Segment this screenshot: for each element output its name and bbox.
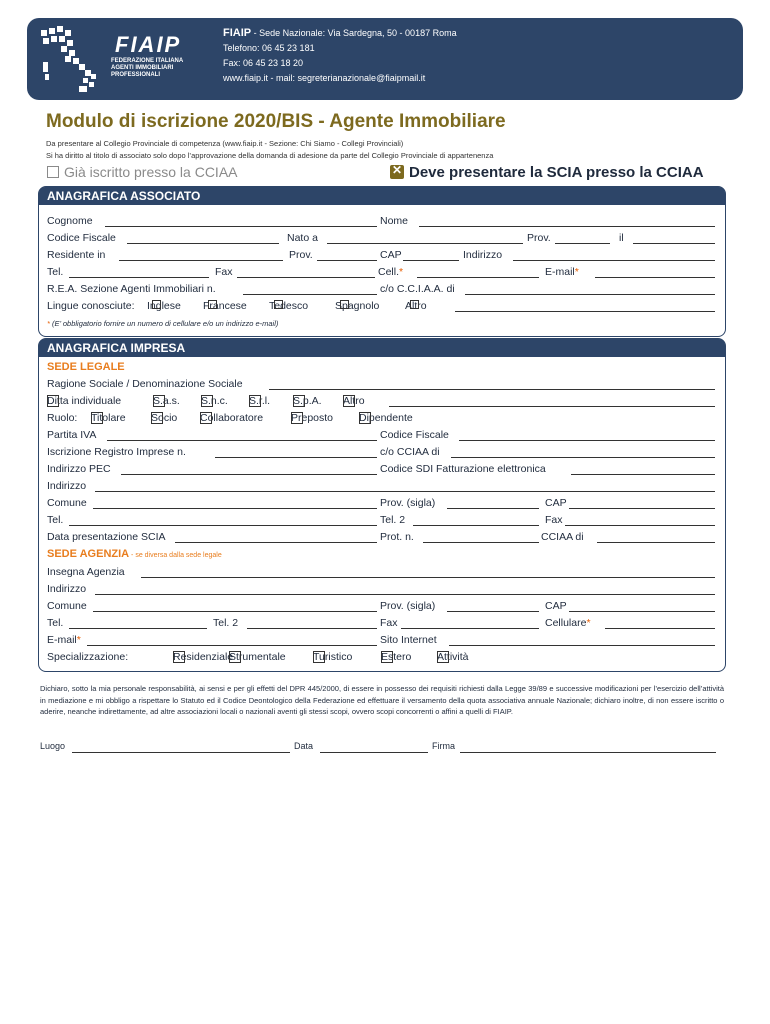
- sdi-field[interactable]: [571, 474, 715, 475]
- row-lingue: Lingue conosciute: Inglese Francese Tedesco Spagnolo Altro: [47, 300, 715, 316]
- fax-field[interactable]: [237, 277, 375, 278]
- checkbox-icon[interactable]: [313, 651, 325, 663]
- declaration-text: Dichiaro, sotto la mia personale responsabilità, ai sensi e per gli effetti del DPR 445/2000, di essere in possesso dei requisiti richiesti dalla Legge 39/89 e successive modificazioni per l’esercizio dell’attività in mediazione e mi obbligo a rispettare lo Statuto ed il Codice Deontologico della Federazione ed effettuare il versamento della quota associativa annuale Nazionale; dichiaro inoltre, di non essere iscritto o aderire, neanche indirettamente, ad altre associazioni locali o nazionali aventi gli stessi scopi, ovvero scopi concorrenti o affini a quelli di FIAIP.: [40, 684, 724, 716]
- checkbox-icon[interactable]: [291, 412, 303, 424]
- row-piva: Partita IVA Codice Fiscale: [47, 429, 715, 445]
- checkbox-icon[interactable]: [437, 651, 449, 663]
- registro-field[interactable]: [215, 457, 377, 458]
- cciaa-field[interactable]: [465, 294, 715, 295]
- row-comune: Comune Prov. (sigla) CAP: [47, 497, 715, 513]
- il-field[interactable]: [633, 243, 715, 244]
- cap-field[interactable]: [403, 260, 459, 261]
- residente-field[interactable]: [119, 260, 283, 261]
- subtitle-2: Si ha diritto al titolo di associato solo dopo l’approvazione della domanda di adesione da parte del Collegio Provinciale di appartenenza: [46, 151, 494, 160]
- row-ruolo: Ruolo: Titolare Socio Collaboratore Preposto Dipendente: [47, 412, 413, 424]
- nato-a-field[interactable]: [327, 243, 523, 244]
- checkbox-icon[interactable]: [200, 412, 212, 424]
- row-insegna: Insegna Agenzia: [47, 566, 715, 582]
- row-indirizzo: Indirizzo: [47, 480, 715, 496]
- prov-sigla-agenzia-field[interactable]: [447, 611, 539, 612]
- header-contact-info: [223, 26, 457, 86]
- cellulare-field[interactable]: [605, 628, 715, 629]
- fax-impresa-field[interactable]: [565, 525, 715, 526]
- checkbox-icon[interactable]: [208, 300, 217, 309]
- cciaa-scia-field[interactable]: [597, 542, 715, 543]
- option-deve-presentare[interactable]: ✕ Deve presentare la SCIA presso la CCIAA: [390, 164, 704, 181]
- row-rea: R.E.A. Sezione Agenti Immobiliari n. c/o C.C.I.A.A. di: [47, 283, 715, 299]
- altro-tipo-field[interactable]: [389, 406, 715, 407]
- section-title: ANAGRAFICA IMPRESA: [39, 339, 725, 357]
- header-phone: Telefono: 06 45 23 181: [223, 43, 315, 53]
- row-comune-agenzia: Comune Prov. (sigla) CAP: [47, 600, 715, 616]
- checkbox-icon[interactable]: [151, 412, 163, 424]
- luogo-field[interactable]: [72, 752, 290, 753]
- option-gia-iscritto[interactable]: Già iscritto presso la CCIAA: [47, 164, 238, 180]
- italy-map-logo-icon: [35, 24, 105, 96]
- row-registro: Iscrizione Registro Imprese n. c/o CCIAA di: [47, 446, 715, 462]
- row-residenza: Residente in Prov. CAP Indirizzo: [47, 249, 715, 265]
- subtitle-1: Da presentare al Collegio Provinciale di competenza (www.fiaip.it - Sezione: Chi Siamo - Collegi Provinciali): [46, 139, 404, 148]
- section-title: ANAGRAFICA ASSOCIATO: [39, 187, 725, 205]
- piva-field[interactable]: [107, 440, 377, 441]
- header-banner: [27, 18, 743, 100]
- pec-field[interactable]: [121, 474, 377, 475]
- prov2-field[interactable]: [317, 260, 377, 261]
- checkbox-icon[interactable]: [91, 412, 103, 424]
- row-indirizzo-agenzia: Indirizzo: [47, 583, 715, 599]
- rea-field[interactable]: [243, 294, 377, 295]
- row-pec: Indirizzo PEC Codice SDI Fatturazione elettronica: [47, 463, 715, 479]
- page-title: Modulo di iscrizione 2020/BIS - Agente Immobiliare: [46, 111, 506, 132]
- checkbox-icon[interactable]: [381, 651, 393, 663]
- comune-field[interactable]: [93, 508, 377, 509]
- tel2-field[interactable]: [413, 525, 539, 526]
- email-agenzia-field[interactable]: [87, 645, 377, 646]
- insegna-field[interactable]: [141, 577, 715, 578]
- logo-wordmark: FIAIP: [115, 32, 182, 57]
- checkbox-icon[interactable]: [343, 395, 355, 407]
- fax-agenzia-field[interactable]: [401, 628, 539, 629]
- mandatory-note: * (E’ obbligatorio fornire un numero di cellulare e/o un indirizzo e-mail): [47, 319, 279, 328]
- row-tipo-societa: Ditta individuale S.a.s. S.n.c. S.r.l. S.p.A. Altro: [47, 395, 715, 411]
- checkbox-icon[interactable]: [152, 300, 161, 309]
- data-field[interactable]: [320, 752, 428, 753]
- row-codice-fiscale: Codice Fiscale Nato a Prov. il: [47, 232, 715, 248]
- cf-impresa-field[interactable]: [459, 440, 715, 441]
- prov-field[interactable]: [555, 243, 610, 244]
- row-specializzazione: Specializzazione: Residenziale Strumentale Turistico Estero Attività: [47, 651, 469, 663]
- checkbox-icon[interactable]: [340, 300, 349, 309]
- section-anagrafica-associato: [38, 186, 726, 337]
- checkbox-icon[interactable]: [249, 395, 261, 407]
- prov-sigla-field[interactable]: [447, 508, 539, 509]
- checkbox-icon[interactable]: [293, 395, 305, 407]
- cognome-field[interactable]: [105, 226, 377, 227]
- cell-field[interactable]: [417, 277, 539, 278]
- row-tel-impresa: Tel. Tel. 2 Fax: [47, 514, 715, 530]
- row-tel-agenzia: Tel. Tel. 2 Fax Cellulare*: [47, 617, 715, 633]
- logo-subtitle: FEDERAZIONE ITALIANA AGENTI IMMOBILIARI PROFESSIONALI: [111, 58, 184, 78]
- row-cognome-nome: Cognome Nome: [47, 215, 715, 231]
- indirizzo-impresa-field[interactable]: [95, 491, 715, 492]
- checkbox-icon[interactable]: [47, 395, 59, 407]
- row-contatti: Tel. Fax Cell.* E-mail*: [47, 266, 715, 282]
- checkbox-checked-icon[interactable]: [390, 165, 404, 179]
- email-field[interactable]: [595, 277, 715, 278]
- ragione-sociale-field[interactable]: [269, 389, 715, 390]
- header-brand: FIAIP: [223, 27, 252, 39]
- header-fax: Fax: 06 45 23 18 20: [223, 58, 304, 68]
- signature-row: Luogo Data Firma: [40, 741, 724, 755]
- sede-agenzia-heading: SEDE AGENZIA - se diversa dalla sede legale: [47, 548, 222, 560]
- tel2-agenzia-field[interactable]: [247, 628, 377, 629]
- tel-field[interactable]: [69, 277, 209, 278]
- row-scia: Data presentazione SCIA Prot. n. CCIAA di: [47, 531, 715, 547]
- section-anagrafica-impresa: [38, 338, 726, 672]
- checkbox-icon[interactable]: [201, 395, 213, 407]
- indirizzo-field[interactable]: [513, 260, 715, 261]
- cap-impresa-field[interactable]: [569, 508, 715, 509]
- checkbox-icon[interactable]: [153, 395, 165, 407]
- checkbox-icon[interactable]: [173, 651, 185, 663]
- data-scia-field[interactable]: [175, 542, 377, 543]
- comune-agenzia-field[interactable]: [93, 611, 377, 612]
- firma-field[interactable]: [460, 752, 716, 753]
- sito-field[interactable]: [449, 645, 715, 646]
- sede-legale-heading: SEDE LEGALE: [47, 361, 125, 373]
- codice-fiscale-field[interactable]: [127, 243, 279, 244]
- header-web: www.fiaip.it - mail: segreterianazionale@fiaipmail.it: [223, 73, 426, 83]
- checkbox-empty-icon[interactable]: [47, 166, 59, 178]
- altro-lingua-field[interactable]: [455, 311, 715, 312]
- nome-field[interactable]: [419, 226, 715, 227]
- cap-agenzia-field[interactable]: [569, 611, 715, 612]
- checkbox-icon[interactable]: [359, 412, 371, 424]
- checkbox-icon[interactable]: [410, 300, 419, 309]
- tel-agenzia-field[interactable]: [69, 628, 207, 629]
- checkbox-icon[interactable]: [229, 651, 241, 663]
- header-address: - Sede Nazionale: Via Sardegna, 50 - 00187 Roma: [251, 28, 457, 38]
- cciaa-impresa-field[interactable]: [451, 457, 715, 458]
- row-ragione-sociale: Ragione Sociale / Denominazione Sociale: [47, 378, 715, 394]
- checkbox-icon[interactable]: [274, 300, 283, 309]
- tel-impresa-field[interactable]: [69, 525, 377, 526]
- row-email-agenzia: E-mail* Sito Internet: [47, 634, 715, 650]
- prot-field[interactable]: [423, 542, 539, 543]
- indirizzo-agenzia-field[interactable]: [95, 594, 715, 595]
